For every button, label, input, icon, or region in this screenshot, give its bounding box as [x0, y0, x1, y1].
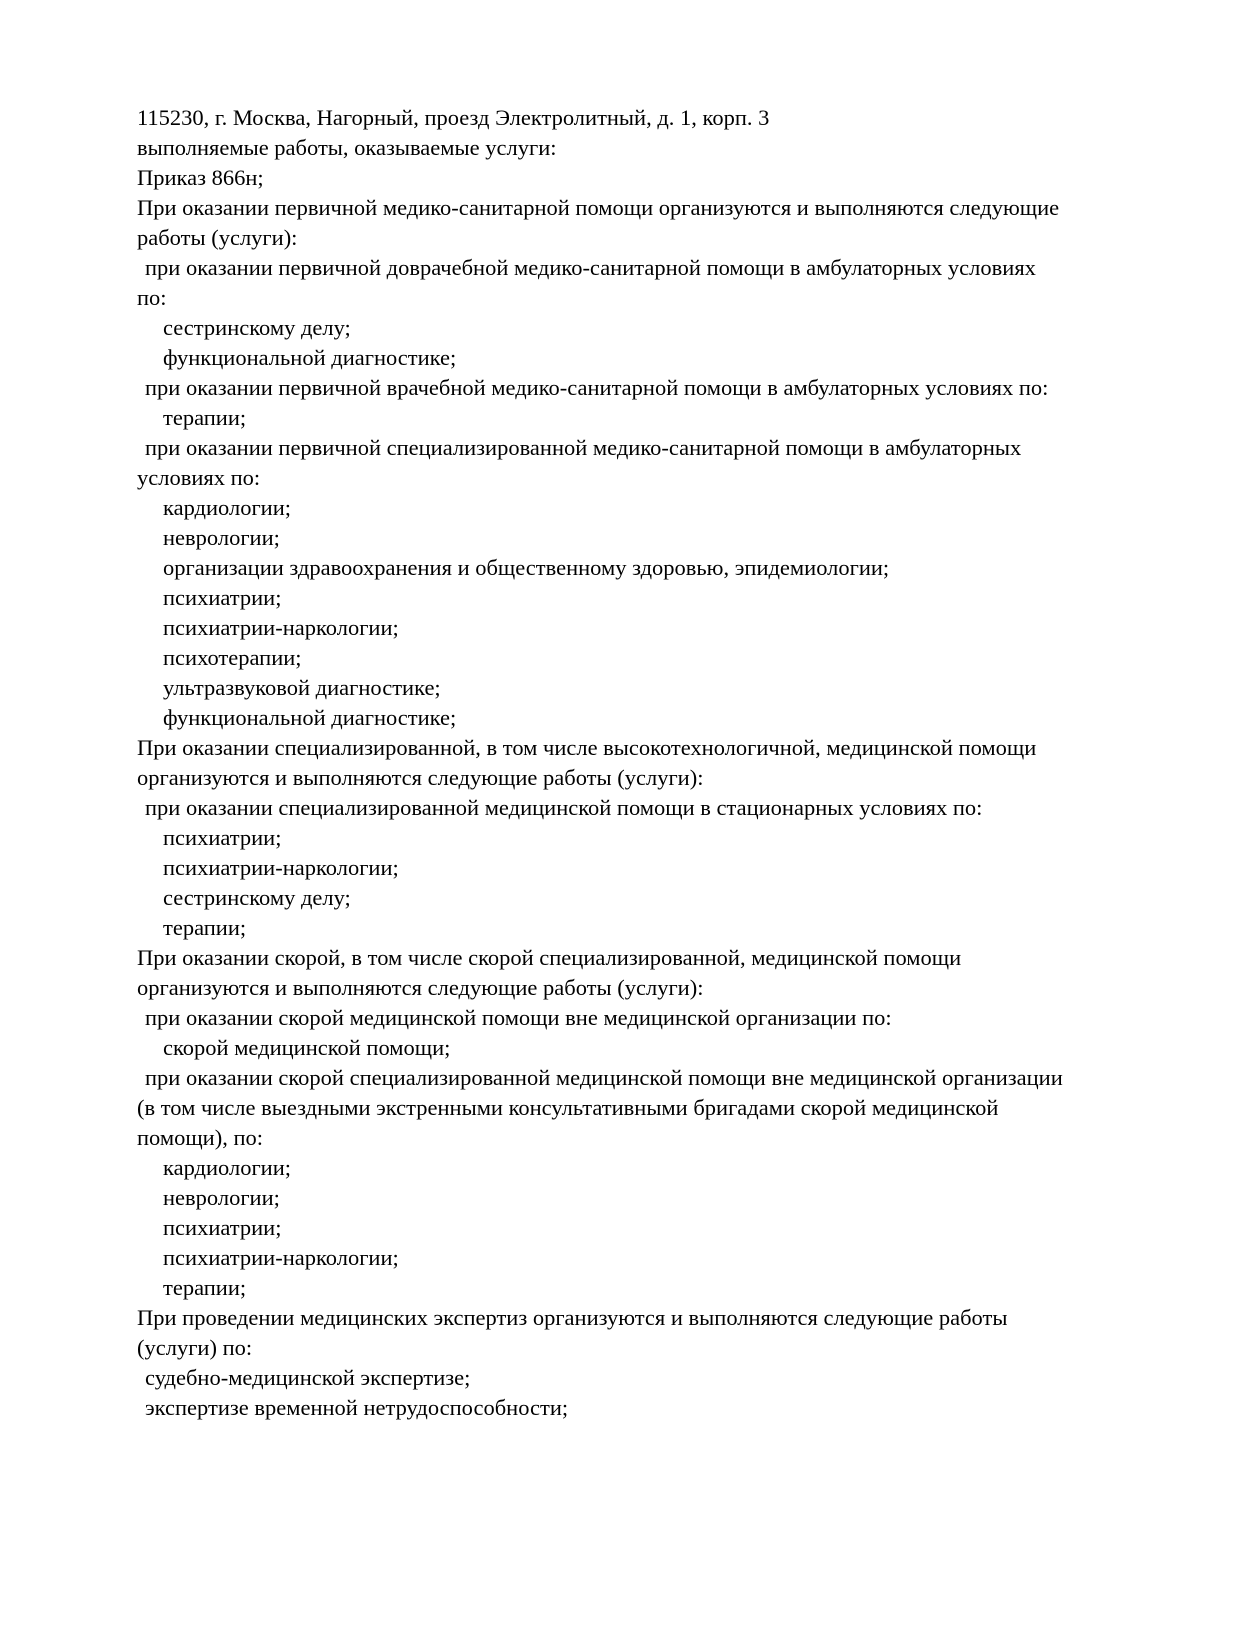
text-line: организуются и выполняются следующие работы (услуги): [137, 975, 704, 1000]
text-line: скорой медицинской помощи; [163, 1035, 451, 1060]
text-line: 115230, г. Москва, Нагорный, проезд Электролитный, д. 1, корп. 3 [137, 105, 770, 130]
text-line: кардиологии; [163, 495, 292, 520]
text-line: При оказании первичной медико-санитарной помощи организуются и выполняются следующие [137, 195, 1060, 220]
text-line: При оказании специализированной, в том числе высокотехнологичной, медицинской помощи [137, 735, 1037, 760]
text-line: при оказании первичной специализированной медико-санитарной помощи в амбулаторных [145, 435, 1022, 460]
text-line: терапии; [163, 405, 247, 430]
text-line: психиатрии-наркологии; [163, 855, 399, 880]
text-line: функциональной диагностике; [163, 345, 457, 370]
text-line: сестринскому делу; [163, 885, 351, 910]
text-line: терапии; [163, 915, 247, 940]
text-line: психиатрии-наркологии; [163, 1245, 399, 1270]
text-line: организуются и выполняются следующие работы (услуги): [137, 765, 704, 790]
text-line: при оказании специализированной медицинской помощи в стационарных условиях по: [145, 795, 983, 820]
document-text-block [137, 103, 1180, 1423]
text-line: сестринскому делу; [163, 315, 351, 340]
text-line: психиатрии; [163, 1215, 282, 1240]
text-line: при оказании скорой медицинской помощи вне медицинской организации по: [145, 1005, 892, 1030]
text-line: организации здравоохранения и общественному здоровью, эпидемиологии; [163, 555, 890, 580]
text-line: функциональной диагностике; [163, 705, 457, 730]
text-line: неврологии; [163, 1185, 280, 1210]
text-line: психиатрии; [163, 825, 282, 850]
text-line: кардиологии; [163, 1155, 292, 1180]
text-line: экспертизе временной нетрудоспособности; [145, 1395, 569, 1420]
text-line: помощи), по: [137, 1125, 264, 1150]
text-line: При проведении медицинских экспертиз организуются и выполняются следующие работы [137, 1305, 1008, 1330]
text-line: (услуги) по: [137, 1335, 253, 1360]
text-line: ультразвуковой диагностике; [163, 675, 441, 700]
text-line: выполняемые работы, оказываемые услуги: [137, 135, 557, 160]
text-line: по: [137, 285, 167, 310]
text-line: психотерапии; [163, 645, 302, 670]
text-line: психиатрии-наркологии; [163, 615, 399, 640]
text-line: Приказ 866н; [137, 165, 264, 190]
text-line: психиатрии; [163, 585, 282, 610]
text-line: условиях по: [137, 465, 261, 490]
text-line: При оказании скорой, в том числе скорой специализированной, медицинской помощи [137, 945, 962, 970]
text-line: судебно-медицинской экспертизе; [145, 1365, 471, 1390]
text-line: терапии; [163, 1275, 247, 1300]
text-line: работы (услуги): [137, 225, 298, 250]
text-line: при оказании скорой специализированной медицинской помощи вне медицинской организации [145, 1065, 1063, 1090]
text-line: (в том числе выездными экстренными консультативными бригадами скорой медицинской [137, 1095, 999, 1120]
text-line: при оказании первичной доврачебной медико-санитарной помощи в амбулаторных условиях [145, 255, 1036, 280]
text-line: при оказании первичной врачебной медико-санитарной помощи в амбулаторных условиях по: [145, 375, 1049, 400]
text-line: неврологии; [163, 525, 280, 550]
